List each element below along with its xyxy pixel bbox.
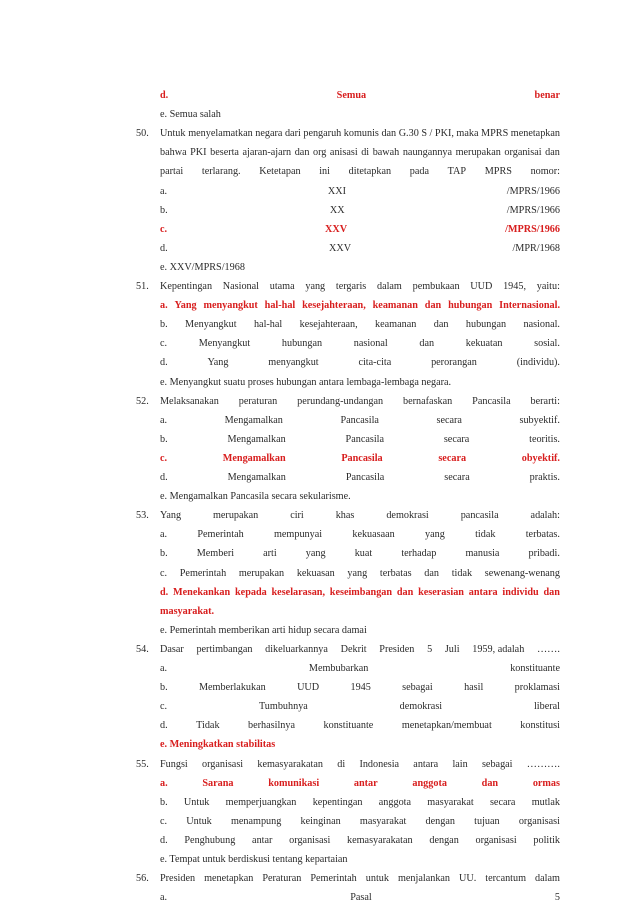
text-segment: hal-hal <box>253 319 283 331</box>
text-segment: naungannya <box>402 147 453 159</box>
text-segment: Juli <box>444 643 460 655</box>
text-segment: kesejahteraan, <box>302 300 366 312</box>
text-segment: yang <box>305 548 326 560</box>
text-segment: bernafaskan <box>403 395 453 407</box>
text-segment: 1945, <box>503 281 526 292</box>
answer-option <box>160 470 560 485</box>
text-segment: antar <box>252 834 273 846</box>
text-segment: d. <box>160 586 169 598</box>
question-continuation <box>160 145 560 160</box>
text-segment: organisai <box>504 147 542 159</box>
text-segment: bahwa <box>160 147 187 159</box>
text-segment: berarti: <box>530 395 560 407</box>
text-segment: org <box>312 147 327 159</box>
text-segment: kesejahteraan, <box>299 319 358 331</box>
text-segment: masyarakat <box>427 796 474 808</box>
text-segment: keinginan <box>300 815 341 827</box>
text-segment: tercantum <box>485 873 527 885</box>
text-segment: secara <box>444 472 470 483</box>
text-segment: e. Meningkatkan stabilitas <box>160 739 276 751</box>
text-segment: peraturan <box>238 395 278 407</box>
text-segment: demokrasi <box>399 701 443 713</box>
answer-option <box>160 566 560 581</box>
answer-option <box>160 623 560 638</box>
text-segment: /MPRS/1966 <box>506 185 560 197</box>
text-segment: dan <box>396 586 414 598</box>
text-segment: d. <box>160 90 169 101</box>
text-segment: a. <box>160 663 168 674</box>
answer-option-correct <box>160 604 560 619</box>
text-segment: adalah: <box>530 510 560 522</box>
text-segment: Presiden <box>160 873 196 885</box>
answer-option <box>160 203 560 218</box>
text-segment: UUD <box>470 281 493 292</box>
text-segment: PKI <box>190 147 207 159</box>
question-number: 53. <box>136 510 149 522</box>
text-segment: beserta <box>210 147 239 159</box>
text-segment: terlarang. <box>201 166 241 178</box>
text-segment: perundang-undangan <box>297 395 384 407</box>
question-number: 55. <box>136 758 149 770</box>
text-segment: b. <box>160 682 168 694</box>
text-segment: bawah <box>372 147 400 159</box>
text-segment: obyektif. <box>521 452 560 464</box>
text-segment: proklamasi <box>514 682 560 694</box>
text-segment: hubungan <box>281 338 323 350</box>
text-segment: c. <box>160 223 168 235</box>
text-segment: XXV <box>329 242 352 254</box>
text-segment: Menyangkut <box>185 319 237 331</box>
text-segment: ciri <box>290 510 304 522</box>
answer-option <box>160 355 560 370</box>
text-segment: subyektif. <box>519 414 560 426</box>
text-segment: sosial. <box>534 338 560 350</box>
text-segment: Peraturan <box>262 873 302 885</box>
text-segment: /MPRS/1966 <box>506 204 560 216</box>
text-segment: kuat <box>354 548 373 560</box>
question-number: 54. <box>136 643 149 655</box>
answer-option <box>160 489 560 504</box>
text-segment: manusia <box>465 548 500 560</box>
text-segment: b. <box>160 548 168 560</box>
text-segment: dikeluarkannya <box>265 643 328 655</box>
text-segment: Fungsi <box>160 758 188 770</box>
text-segment: sebagai <box>481 758 513 770</box>
question-number: 50. <box>136 128 149 140</box>
text-segment: organisasi <box>518 815 560 827</box>
text-segment: Nasional <box>222 281 259 292</box>
text-segment: organisasi <box>202 758 244 770</box>
text-segment: UUD <box>297 682 320 694</box>
text-segment: khas <box>335 510 355 522</box>
answer-option <box>160 852 560 867</box>
answer-option <box>160 184 560 199</box>
text-segment: merupakan <box>455 147 501 159</box>
text-segment: dan <box>545 147 560 159</box>
text-segment: Mengamalkan <box>227 472 286 483</box>
text-segment: dan <box>424 567 439 579</box>
text-segment: antar <box>353 777 378 789</box>
text-segment: a. <box>160 777 168 789</box>
text-segment: nasional. <box>523 319 560 331</box>
text-segment: Dasar <box>160 643 184 655</box>
text-segment: a. <box>160 185 168 197</box>
answer-option <box>160 680 560 695</box>
text-segment: menetapkan/membuat <box>401 720 492 732</box>
text-segment: keseimbangan <box>329 586 393 598</box>
text-segment: nomor: <box>530 166 560 178</box>
answer-option-correct <box>160 737 560 752</box>
question-line <box>160 871 560 886</box>
text-segment: Pancasila <box>340 414 379 426</box>
text-segment: Untuk <box>186 815 212 827</box>
text-segment: a. <box>160 529 168 541</box>
text-segment: 5 <box>554 892 560 904</box>
text-segment: tujuan <box>474 815 500 827</box>
text-segment: XXI <box>327 185 346 197</box>
text-segment: Membubarkan <box>308 663 369 674</box>
text-segment: d. <box>160 242 168 254</box>
text-segment: hubungan <box>465 319 507 331</box>
answer-option <box>160 241 560 256</box>
text-segment: b. <box>160 796 168 808</box>
text-segment: teoritis. <box>529 433 560 445</box>
text-segment: di <box>337 758 346 770</box>
text-segment: hasil <box>464 682 484 694</box>
text-segment: Ketetapan <box>259 166 301 178</box>
text-segment: kepentingan <box>312 796 363 808</box>
text-segment: berhasilnya <box>248 720 296 732</box>
text-segment: mempunyai <box>273 529 323 541</box>
text-segment: terbatas <box>379 567 412 579</box>
text-segment: terhadap <box>401 548 437 560</box>
answer-option-correct <box>160 585 560 600</box>
text-segment: UU. <box>459 873 477 885</box>
text-segment: dengan <box>425 815 455 827</box>
text-segment: TAP <box>447 166 467 178</box>
text-segment: Pasal <box>350 892 372 904</box>
text-segment: /MPR/1968 <box>512 242 560 254</box>
text-segment: hubungan <box>448 300 493 312</box>
question-line <box>160 642 560 657</box>
text-segment: di <box>361 147 370 159</box>
text-segment: /MPRS/1966 <box>505 223 560 235</box>
answer-option <box>160 814 560 829</box>
text-segment: praktis. <box>529 472 560 483</box>
answer-option <box>160 107 560 122</box>
answer-option <box>160 661 560 676</box>
text-segment: c. <box>160 452 168 464</box>
text-segment: liberal <box>533 701 560 713</box>
text-segment: tergaris <box>335 281 367 292</box>
text-segment: c. <box>160 701 168 713</box>
text-segment: e. Tempat untuk berdiskusi tentang kepartaian <box>160 854 348 865</box>
text-segment: Yang <box>207 357 229 369</box>
text-segment: kekuatan <box>465 338 503 350</box>
question-line <box>160 394 560 409</box>
text-segment: d. <box>160 472 168 483</box>
answer-option <box>160 527 560 542</box>
text-segment: c. <box>160 567 168 579</box>
text-segment: Tumbuhnya <box>258 701 308 713</box>
text-segment: (individu). <box>516 357 560 369</box>
answer-option <box>160 795 560 810</box>
question-line <box>160 757 560 772</box>
text-segment: Yang <box>174 300 197 312</box>
text-segment: untuk <box>365 873 389 885</box>
answer-option <box>160 317 560 332</box>
text-segment: merupakan <box>238 567 285 579</box>
answer-option <box>160 718 560 733</box>
text-segment: Internasional. <box>499 300 560 312</box>
text-segment: partai <box>160 166 184 178</box>
text-segment: mutlak <box>531 796 560 808</box>
answer-option <box>160 413 560 428</box>
text-segment: anisasi <box>329 147 358 159</box>
text-segment: Yang <box>160 510 182 522</box>
text-segment: c. <box>160 338 168 350</box>
text-segment: sewenang-wenang <box>484 567 560 579</box>
text-segment: dan <box>424 300 442 312</box>
text-segment: dan <box>433 319 449 331</box>
text-segment: Pancasila <box>345 433 385 445</box>
text-segment: keamanan <box>375 319 417 331</box>
text-segment: Pemerintah <box>310 873 357 885</box>
text-segment: menyangkut <box>203 300 258 312</box>
text-segment: politik <box>533 834 560 846</box>
text-segment: MPRS <box>484 166 512 178</box>
question-number: 52. <box>136 395 149 407</box>
text-segment: benar <box>534 90 560 101</box>
text-segment: 1959, adalah <box>472 643 525 655</box>
text-segment: b. <box>160 433 168 445</box>
text-segment: dan <box>481 777 499 789</box>
text-segment: secara <box>443 433 470 445</box>
text-segment: e. Menyangkut suatu proses hubungan antara lembaga-lembaga negara. <box>160 376 452 388</box>
text-segment: e. XXV/MPRS/1968 <box>160 261 245 273</box>
answer-option <box>160 336 560 351</box>
text-segment: yang <box>305 281 326 292</box>
text-segment: demokrasi <box>386 510 429 522</box>
text-segment: masyarakat. <box>160 605 215 617</box>
text-segment: yang <box>425 529 445 541</box>
text-segment: individu <box>502 586 539 598</box>
text-segment: Melaksanakan <box>160 395 219 407</box>
question-continuation <box>160 164 560 179</box>
text-segment: kekuasan <box>296 567 335 579</box>
text-segment: tidak <box>451 567 473 579</box>
text-segment: Mengamalkan <box>222 452 286 464</box>
text-segment: secara <box>438 452 467 464</box>
text-segment: menampung <box>230 815 282 827</box>
text-segment: Pemerintah <box>179 567 227 579</box>
text-segment: menyelamatkan negara dari pengaruh komunis dan G.30 S / PKI, maka MPRS menetapkan <box>188 128 560 140</box>
text-segment: d. <box>160 834 168 846</box>
text-segment: a. <box>160 892 168 904</box>
text-segment: ………. <box>526 758 560 770</box>
text-segment: Semua <box>336 90 367 101</box>
text-segment: ajaran-ajarn <box>242 147 292 159</box>
text-segment: anggota <box>412 777 447 789</box>
text-segment: arti <box>263 548 277 560</box>
text-segment: secara <box>489 796 516 808</box>
question-number: 56. <box>136 873 149 885</box>
answer-option-correct <box>160 298 560 313</box>
text-segment: keserasian <box>418 586 464 598</box>
text-segment: Presiden <box>379 643 415 655</box>
text-segment: utama <box>269 281 295 292</box>
answer-option-correct <box>160 222 560 237</box>
text-segment: Indonesia <box>359 758 400 770</box>
answer-option <box>160 546 560 561</box>
text-segment: kemasyarakatan <box>347 834 413 846</box>
text-segment: Kepentingan <box>160 281 213 292</box>
text-segment: Untuk <box>160 128 186 140</box>
answer-option <box>160 699 560 714</box>
text-segment: b. <box>160 204 168 216</box>
text-segment: Pancasila <box>341 452 383 464</box>
text-segment: pancasila <box>460 510 499 522</box>
text-segment: kemasyarakatan <box>257 758 323 770</box>
text-segment: kepada <box>235 586 267 598</box>
text-segment: pada <box>409 166 429 178</box>
text-segment: a. <box>160 300 168 312</box>
text-segment: keselarasan, <box>271 586 325 598</box>
text-segment: dan <box>419 338 435 350</box>
answer-option <box>160 260 560 275</box>
text-segment: perorangan <box>431 357 477 369</box>
text-segment: Mengamalkan <box>227 433 286 445</box>
text-segment: XXV <box>325 223 348 235</box>
text-segment: tidak <box>475 529 496 541</box>
answer-option <box>160 890 560 905</box>
text-segment: dan <box>294 147 310 159</box>
text-segment: hal-hal <box>264 300 296 312</box>
text-segment: 1945 <box>350 682 371 694</box>
text-segment: terbatas. <box>525 529 560 541</box>
text-segment: ini <box>319 166 330 178</box>
answer-option <box>160 432 560 447</box>
text-segment: konstituante <box>323 720 374 732</box>
text-segment: Dekrit <box>340 643 367 655</box>
text-segment: e. Mengamalkan Pancasila secara sekularisme. <box>160 491 351 503</box>
answer-option-correct <box>160 451 560 466</box>
text-segment: d. <box>160 720 168 732</box>
text-segment: Menekankan <box>173 586 231 598</box>
text-segment: yaitu: <box>536 281 560 292</box>
text-segment: lain <box>452 758 468 770</box>
text-segment: ditetapkan <box>348 166 392 178</box>
question-number: 51. <box>136 281 149 292</box>
answer-option-correct <box>160 88 560 103</box>
text-segment: d. <box>160 357 168 369</box>
text-segment: antara <box>468 586 498 598</box>
text-segment: c. <box>160 815 168 827</box>
text-segment: konstitusi <box>520 720 560 732</box>
text-segment: Untuk <box>183 796 210 808</box>
text-segment: komunikasi <box>268 777 320 789</box>
text-segment: Memberi <box>196 548 235 560</box>
text-segment: Tidak <box>196 720 220 732</box>
text-segment: Pemerintah <box>197 529 244 541</box>
text-segment: e. Semua salah <box>160 109 221 121</box>
text-segment: merupakan <box>212 510 259 522</box>
text-segment: Menyangkut <box>198 338 251 350</box>
answer-option-correct <box>160 776 560 791</box>
question-line <box>160 126 560 141</box>
text-segment: organisasi <box>289 834 331 846</box>
text-segment: dalam <box>376 281 402 292</box>
text-segment: nasional <box>353 338 388 350</box>
text-segment: masyarakat <box>359 815 407 827</box>
text-segment: dan <box>543 586 560 598</box>
text-segment: pribadi. <box>528 548 560 560</box>
text-segment: a. <box>160 414 168 426</box>
text-segment: ……. <box>536 643 560 655</box>
text-segment: XX <box>329 204 345 216</box>
text-segment: memperjuangkan <box>225 796 297 808</box>
answer-option <box>160 833 560 848</box>
text-segment: secara <box>436 414 462 426</box>
answer-option <box>160 375 560 390</box>
text-segment: antara <box>413 758 439 770</box>
text-segment: dengan <box>429 834 459 846</box>
text-segment: ormas <box>532 777 560 789</box>
text-segment: yang <box>347 567 368 579</box>
question-line <box>160 279 560 294</box>
text-segment: dalam <box>535 873 560 885</box>
text-segment: cita-cita <box>358 357 392 369</box>
text-segment: b. <box>160 319 168 331</box>
text-segment: menyangkut <box>268 357 319 369</box>
text-segment: sebagai <box>402 682 433 694</box>
text-segment: kekuasaan <box>352 529 395 541</box>
text-segment: pembukaan <box>412 281 460 292</box>
question-line <box>160 508 560 523</box>
text-segment: e. Pemerintah memberikan arti hidup secara damai <box>160 624 367 636</box>
text-segment: organisasi <box>475 834 517 846</box>
text-segment: Sarana <box>202 777 234 789</box>
text-segment: anggota <box>378 796 412 808</box>
text-segment: Mengamalkan <box>224 414 283 426</box>
text-segment: menetapkan <box>204 873 254 885</box>
text-segment: menjalankan <box>397 873 451 885</box>
text-segment: Pancasila <box>345 472 385 483</box>
text-segment: Penghubung <box>184 834 236 846</box>
text-segment: pertimbangan <box>196 643 253 655</box>
text-segment: 5 <box>427 643 433 655</box>
text-segment: Memberlakukan <box>198 682 266 694</box>
text-segment: keamanan <box>372 300 418 312</box>
text-segment: konstituante <box>510 663 560 674</box>
text-segment: Pancasila <box>472 395 511 407</box>
